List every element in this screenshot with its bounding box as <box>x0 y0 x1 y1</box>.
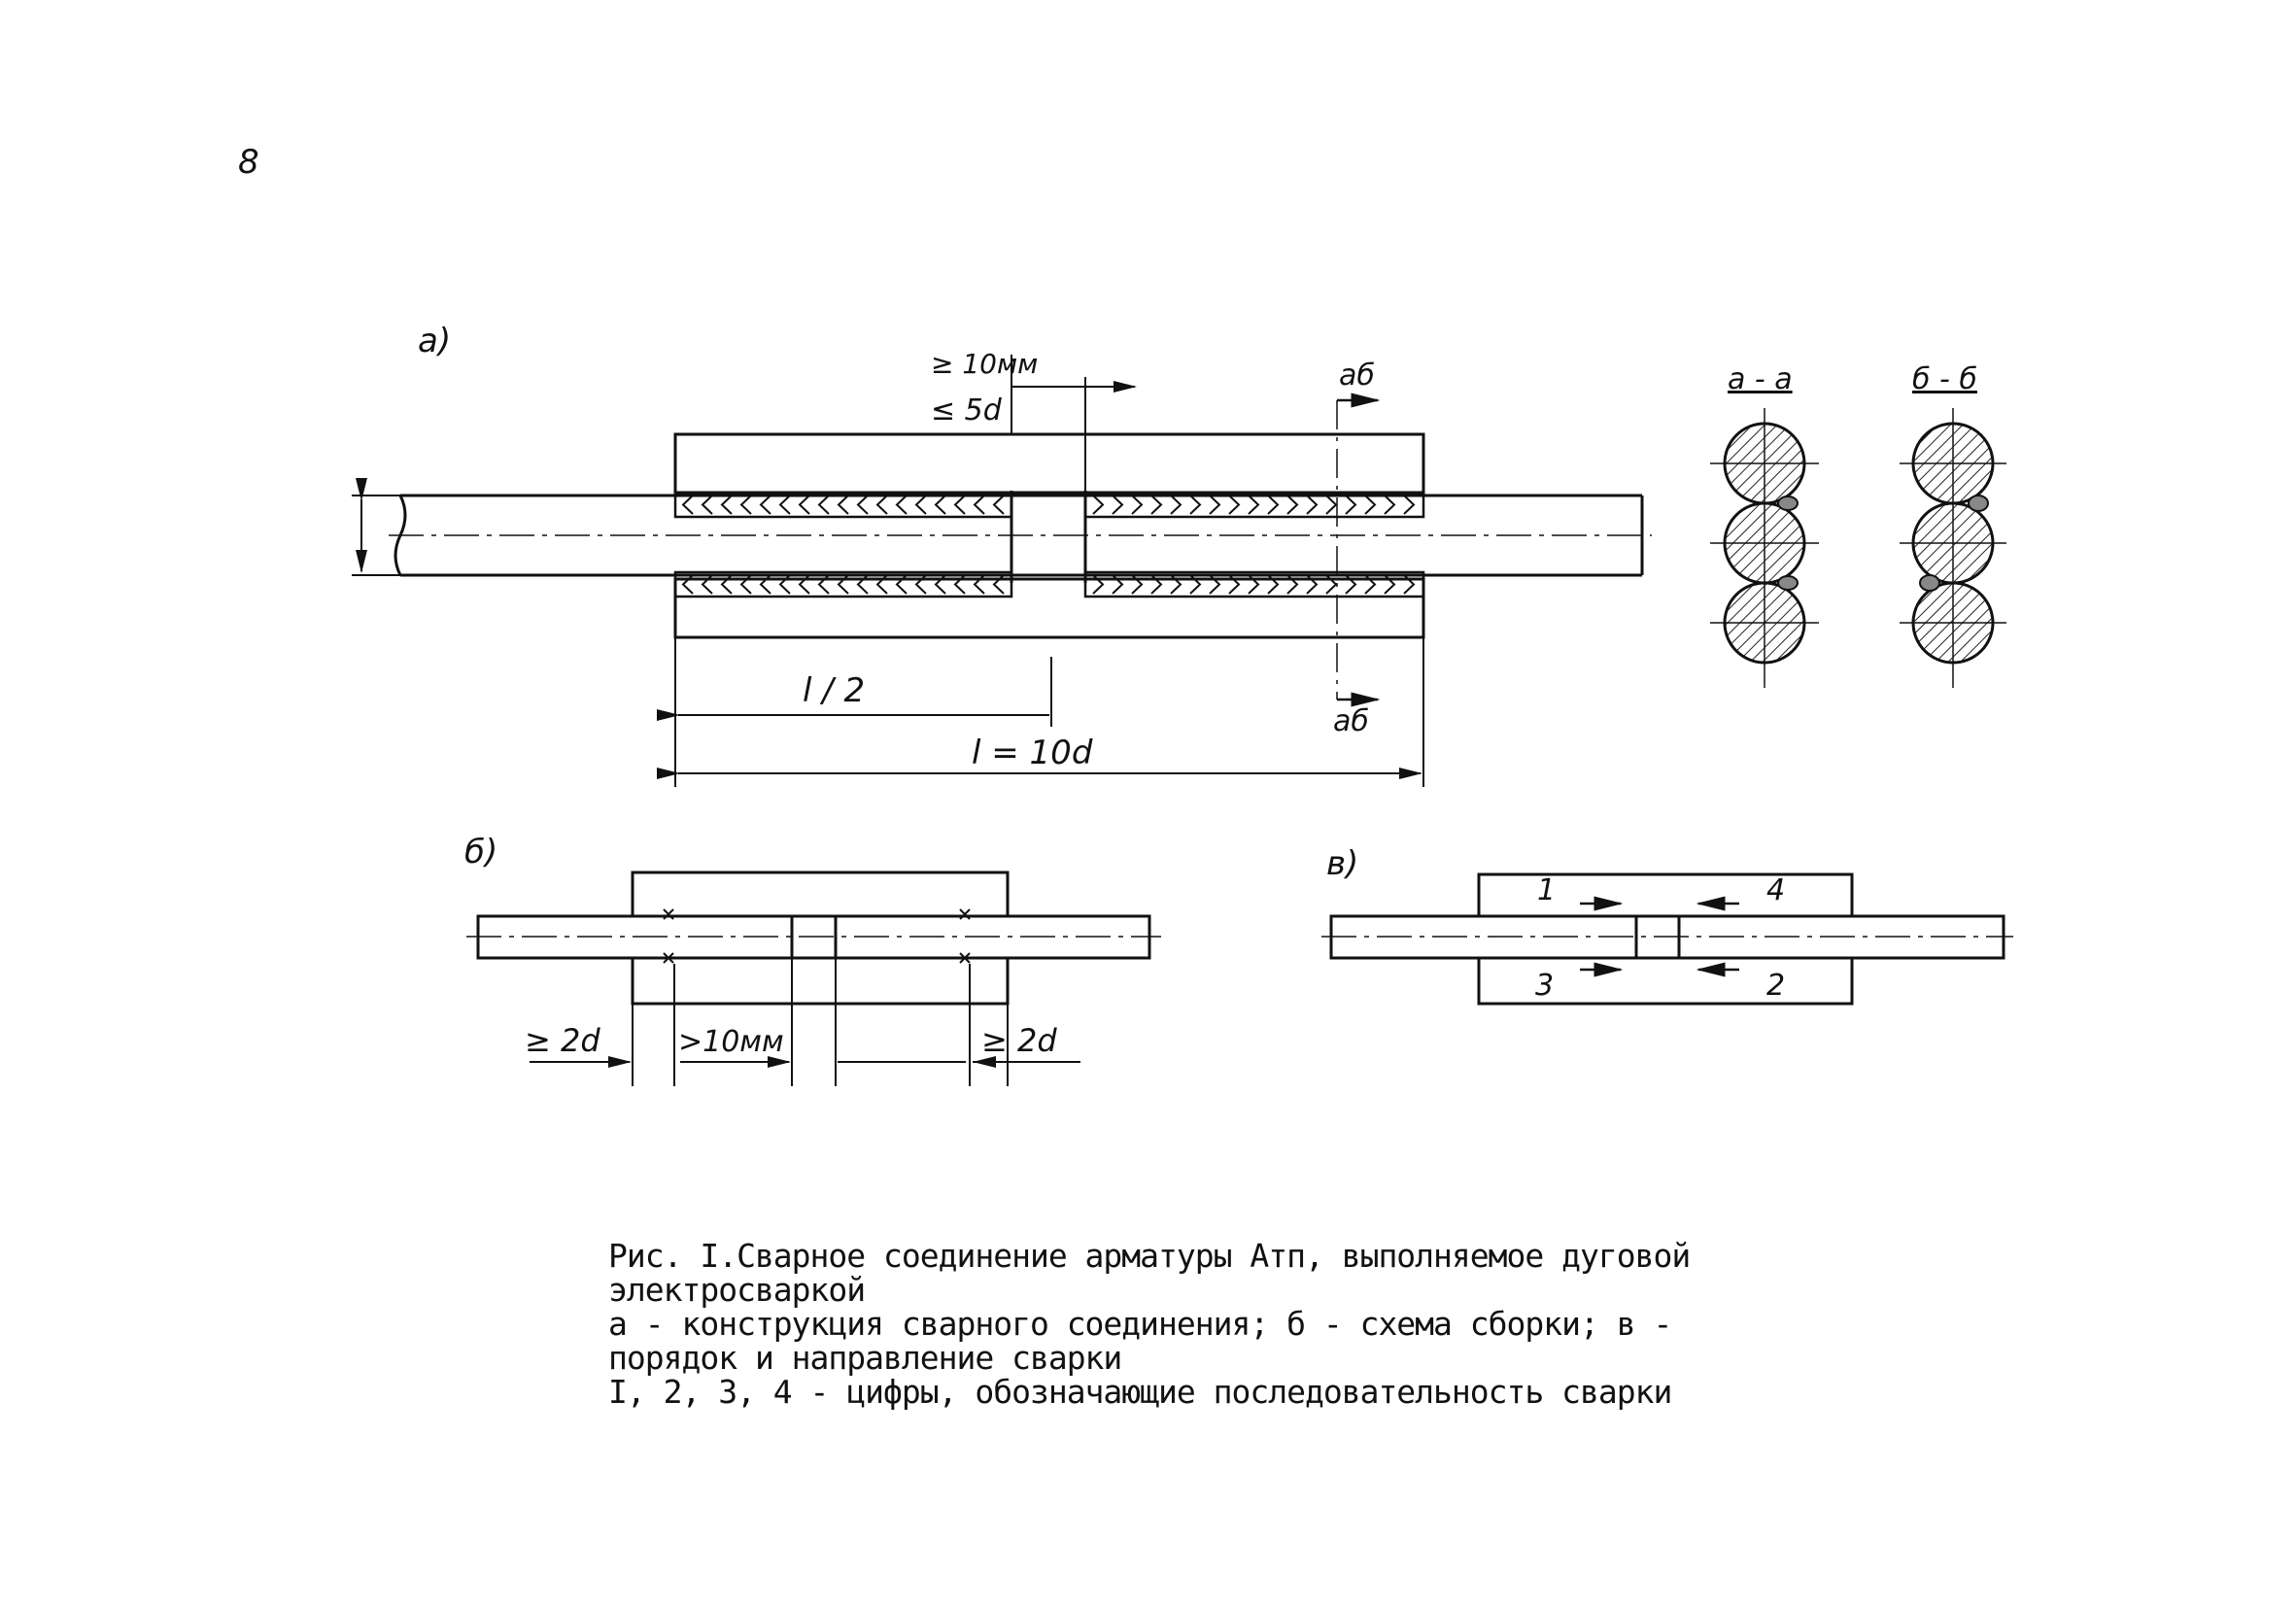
weld-ripple-mark <box>1132 495 1142 514</box>
sequence-2-label: 2 <box>1766 969 1786 1003</box>
weld-ripple-mark <box>1385 495 1394 514</box>
weld-ripple-mark <box>1171 495 1181 514</box>
section-a-label: а - а <box>1728 362 1793 396</box>
sequence-1-label: 1 <box>1537 873 1557 907</box>
upper-splice-plate <box>675 434 1423 493</box>
page-number: 8 <box>238 143 259 182</box>
weld-ripple-mark <box>839 495 848 514</box>
weld-ripple-mark <box>1229 495 1239 514</box>
weld-ripple-mark <box>858 495 868 514</box>
half-length-label: l / 2 <box>803 671 866 710</box>
lower-splice-plate <box>675 579 1423 637</box>
weld-ripple-mark <box>1365 495 1375 514</box>
dim-middle-label: >10мм <box>678 1025 784 1059</box>
dim-left-label: ≥ 2d <box>525 1022 600 1059</box>
full-length-label: l = 10d <box>972 734 1093 772</box>
sequence-3-label: 3 <box>1535 969 1555 1003</box>
section-a-view <box>1710 408 1819 688</box>
weld-ripple-mark <box>761 495 771 514</box>
weld-ripple-mark <box>1093 495 1103 514</box>
weld-ripple-mark <box>703 495 712 514</box>
weld-ripple-mark <box>1210 495 1219 514</box>
weld-ripple-mark <box>1268 495 1278 514</box>
gap-min-label: ≥ 10мм <box>931 348 1039 380</box>
caption-legend-continued: порядок и направление сварки <box>608 1339 1122 1377</box>
weld-ripple-mark <box>1113 495 1122 514</box>
weld-ripple-mark <box>877 495 887 514</box>
weld-ripple-mark <box>975 495 984 514</box>
weld-ripple-mark <box>683 495 693 514</box>
weld-ripple-mark <box>780 495 790 514</box>
figure-a <box>352 322 2006 787</box>
figure-c <box>1321 844 2013 1004</box>
weld-ripple-mark <box>819 495 829 514</box>
section-mark-top: аб <box>1339 359 1375 393</box>
weld-ripple-mark <box>800 495 809 514</box>
weld-ripple-mark <box>1249 495 1258 514</box>
weld-ripple-mark <box>722 495 732 514</box>
weld-ripple-mark <box>1190 495 1200 514</box>
weld-ripple-mark <box>1346 495 1355 514</box>
weld-ripple-mark <box>1307 495 1317 514</box>
section-b-view <box>1900 408 2006 688</box>
weld-ripple-mark <box>741 495 751 514</box>
sequence-4-label: 4 <box>1766 873 1786 907</box>
caption-title: Рис. I.Сварное соединение арматуры Атп, выполняемое дуговой <box>608 1237 1691 1275</box>
section-b-label: б - б <box>1912 362 1977 396</box>
figure-a-label: а) <box>418 322 452 360</box>
weld-ripple-mark <box>994 495 1004 514</box>
section-mark-bottom: аб <box>1333 704 1369 738</box>
caption-title-continued: электросваркой <box>608 1271 866 1309</box>
weld-ripple-mark <box>916 495 926 514</box>
weld-ripple-left-upper <box>683 495 1004 514</box>
figure-caption <box>608 1239 1871 1409</box>
weld-ripple-mark <box>936 495 945 514</box>
weld-ripple-mark <box>1287 495 1297 514</box>
weld-ripple-mark <box>1326 495 1336 514</box>
weld-ripple-mark <box>1404 495 1414 514</box>
figure-b-label: б) <box>464 833 498 871</box>
figure-b <box>464 833 1161 1086</box>
weld-ripple-mark <box>1151 495 1161 514</box>
weld-ripple-mark <box>955 495 965 514</box>
weld-ripple-right-upper <box>1093 495 1414 514</box>
figure-c-label: в) <box>1326 844 1359 883</box>
gap-max-label: ≤ 5d <box>931 393 1002 427</box>
dim-right-label: ≥ 2d <box>981 1022 1057 1059</box>
caption-sequence-note: I, 2, 3, 4 - цифры, обозначающие последовательность сварки <box>608 1373 1672 1411</box>
caption-legend: а - конструкция сварного соединения; б - схема сборки; в - <box>608 1305 1672 1343</box>
weld-ripple-mark <box>897 495 907 514</box>
